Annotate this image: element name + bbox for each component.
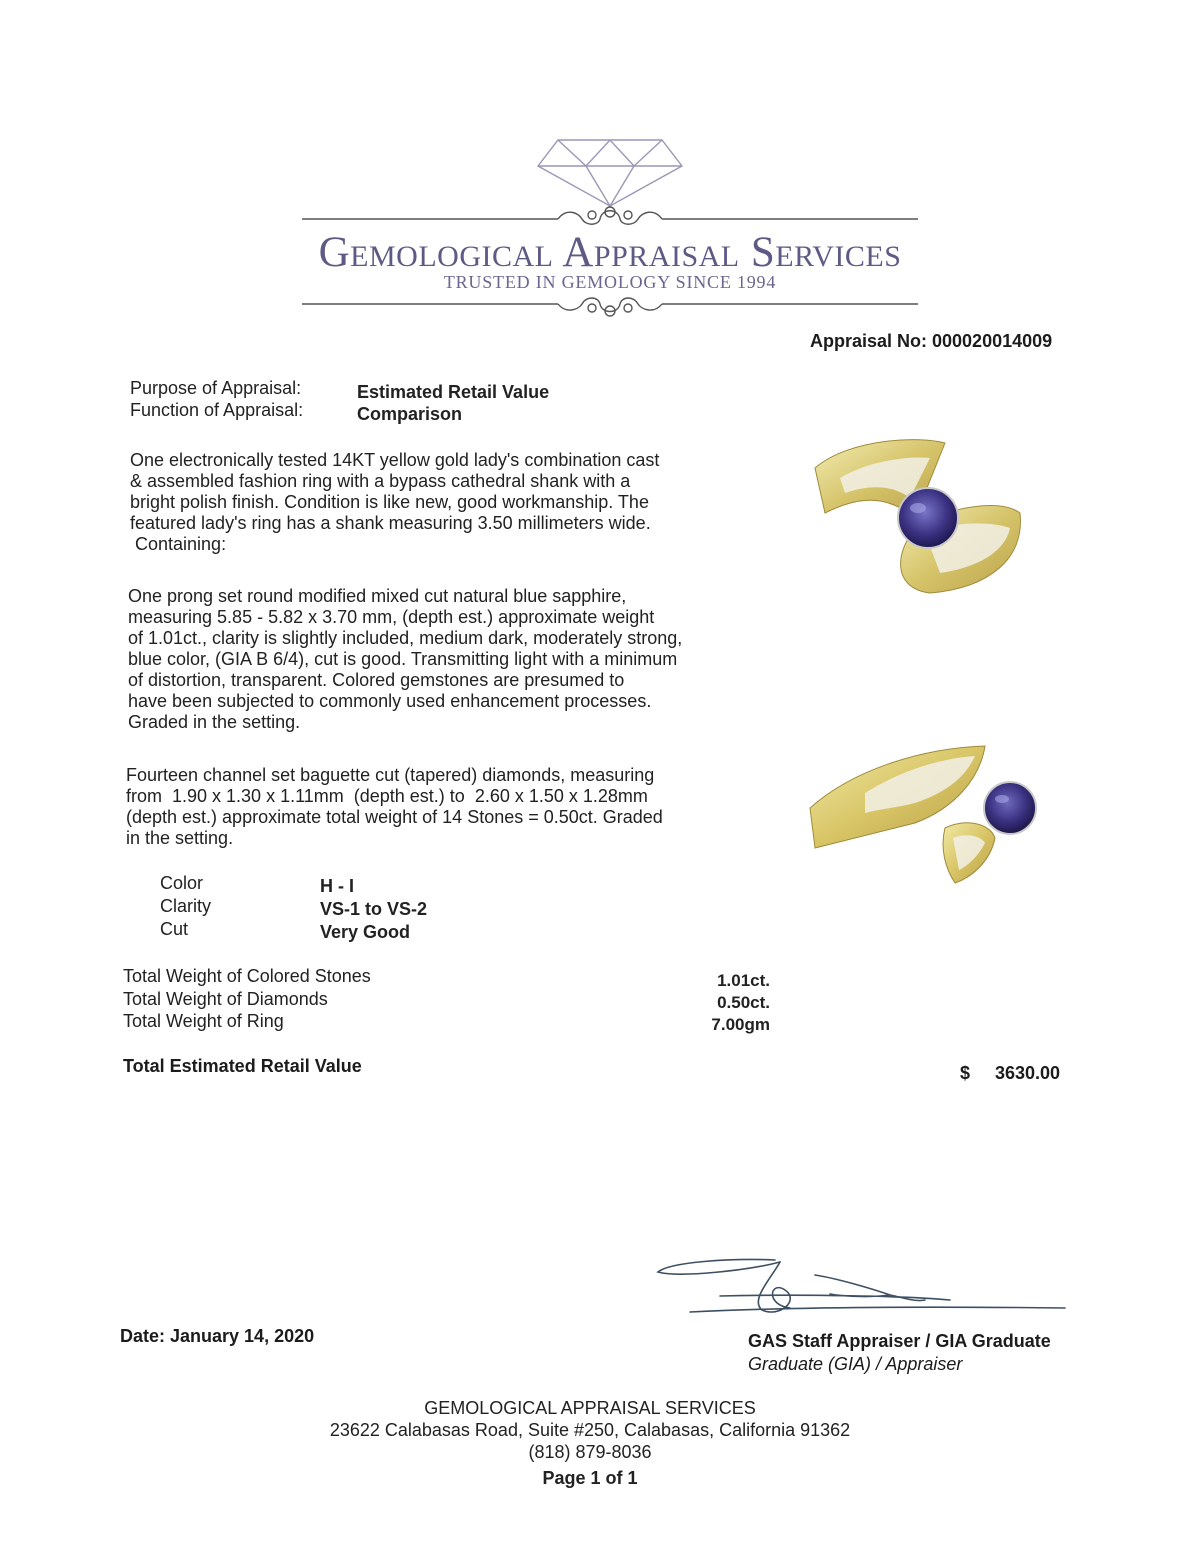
currency-symbol: $ <box>960 1063 971 1083</box>
description-paragraph-2 <box>128 586 768 733</box>
text-line: & assembled fashion ring with a bypass cathedral shank with a <box>130 471 631 491</box>
text-line: featured lady's ring has a shank measuring 3.50 millimeters wide. <box>130 513 651 533</box>
function-label: Function of Appraisal: <box>130 400 304 420</box>
text-line: (depth est.) approximate total weight of 14 Stones = 0.50ct. Graded <box>126 807 663 827</box>
colored-stones-weight-label: Total Weight of Colored Stones <box>123 966 371 986</box>
text-line: One electronically tested 14KT yellow gold lady's combination cast <box>130 450 660 470</box>
function-value: Comparison <box>357 404 463 424</box>
text-line: in the setting. <box>126 828 234 848</box>
description-paragraph-1 <box>130 450 770 555</box>
ornament-rule-top <box>302 207 918 224</box>
text-line: Containing: <box>130 534 227 554</box>
company-tagline: TRUSTED IN GEMOLOGY SINCE 1994 <box>443 272 777 292</box>
text-line: from 1.90 x 1.30 x 1.11mm (depth est.) to 2.60 x 1.50 x 1.28mm <box>126 786 648 806</box>
text-line: Graded in the setting. <box>128 712 301 732</box>
diamond-icon <box>538 140 682 206</box>
color-label: Color <box>160 873 204 893</box>
total-value-amount: 3630.00 <box>995 1063 1061 1083</box>
appraiser-title: GAS Staff Appraiser / GIA Graduate <box>748 1331 1051 1351</box>
ring-weight-label: Total Weight of Ring <box>123 1011 284 1031</box>
text-line: of 1.01ct., clarity is slightly included, medium dark, moderately strong, <box>128 628 683 648</box>
purpose-value: Estimated Retail Value <box>357 382 550 402</box>
colored-stones-weight-value: 1.01ct. <box>717 971 770 990</box>
text-line: of distortion, transparent. Colored gemstones are presumed to <box>128 670 625 690</box>
text-line: have been subjected to commonly used enhancement processes. <box>128 691 652 711</box>
page-number: Page 1 of 1 <box>542 1468 638 1488</box>
ornament-rule-bottom <box>302 298 918 316</box>
footer-phone: (818) 879-8036 <box>528 1442 652 1462</box>
text-line: One prong set round modified mixed cut natural blue sapphire, <box>128 586 627 606</box>
company-name: Gemological Appraisal Services <box>318 229 902 276</box>
text-line: blue color, (GIA B 6/4), cut is good. Transmitting light with a minimum <box>128 649 678 669</box>
appraisal-number: Appraisal No: 000020014009 <box>810 331 1053 351</box>
clarity-value: VS-1 to VS-2 <box>320 899 428 919</box>
diamonds-weight-label: Total Weight of Diamonds <box>123 989 328 1009</box>
color-value: H - I <box>320 876 354 896</box>
ring-photo-side <box>805 738 1045 888</box>
text-line: bright polish finish. Condition is like new, good workmanship. The <box>130 492 649 512</box>
cut-value: Very Good <box>320 922 411 942</box>
purpose-label: Purpose of Appraisal: <box>130 378 302 398</box>
total-value-label: Total Estimated Retail Value <box>123 1056 362 1076</box>
text-line: Fourteen channel set baguette cut (tapered) diamonds, measuring <box>126 765 655 785</box>
appraisal-date: Date: January 14, 2020 <box>120 1326 315 1346</box>
footer-address: 23622 Calabasas Road, Suite #250, Calabasas, California 91362 <box>329 1420 851 1440</box>
description-paragraph-3 <box>126 765 766 849</box>
ring-photo-top <box>810 428 1030 598</box>
appraiser-signature <box>650 1250 1070 1330</box>
clarity-label: Clarity <box>160 896 212 916</box>
footer-company: GEMOLOGICAL APPRAISAL SERVICES <box>424 1398 756 1418</box>
ring-weight-value: 7.00gm <box>711 1015 770 1034</box>
cut-label: Cut <box>160 919 189 939</box>
diamonds-weight-value: 0.50ct. <box>717 993 770 1012</box>
text-line: measuring 5.85 - 5.82 x 3.70 mm, (depth est.) approximate weight <box>128 607 655 627</box>
appraiser-subtitle: Graduate (GIA) / Appraiser <box>748 1354 963 1374</box>
